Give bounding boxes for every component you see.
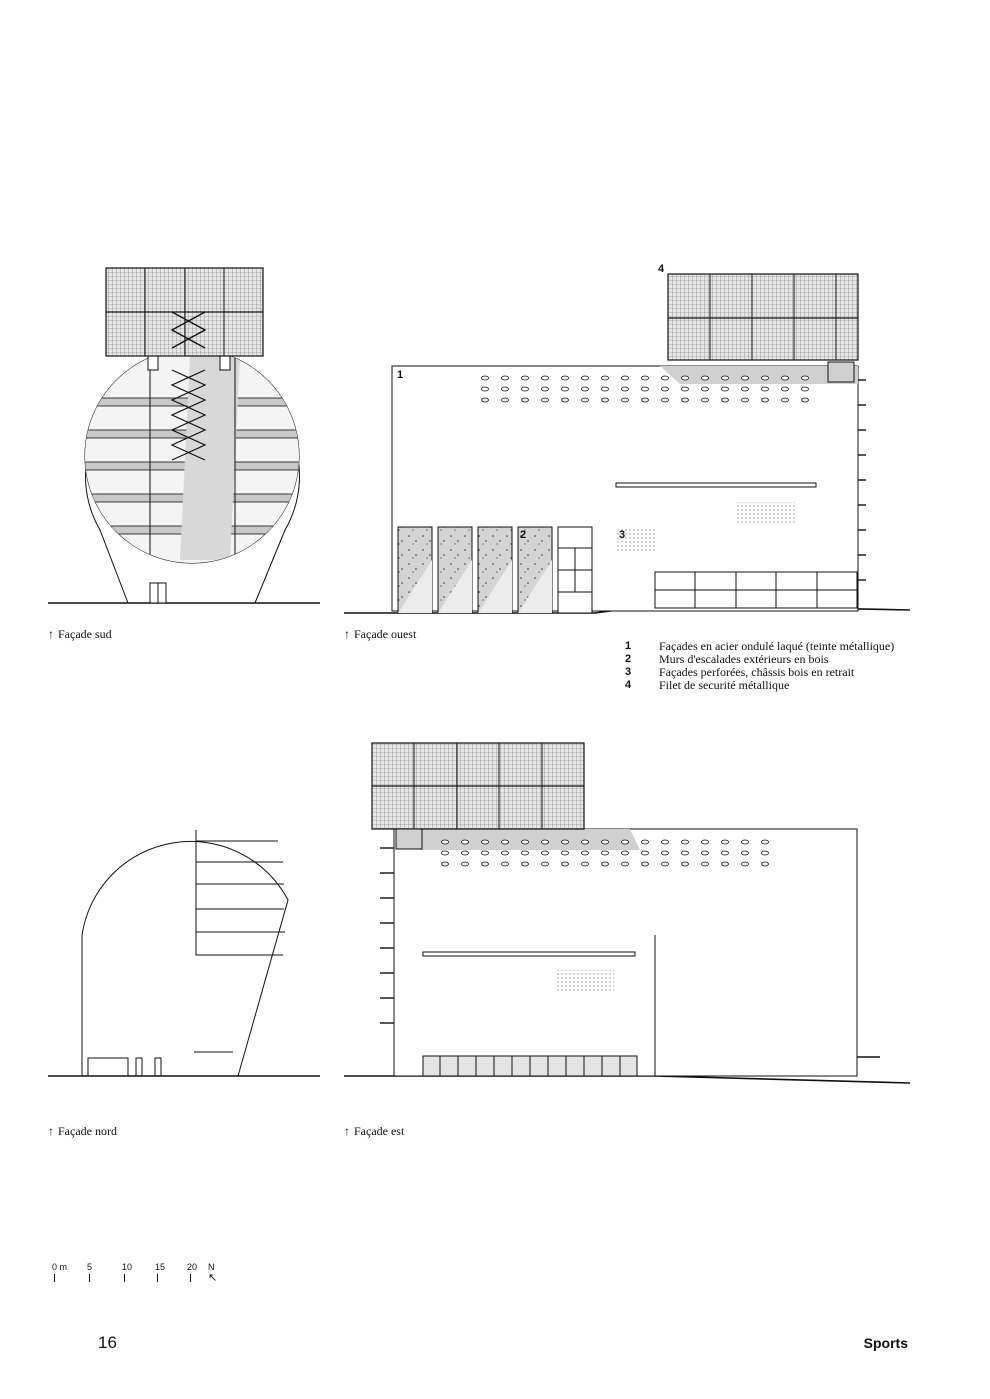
scale-tick (89, 1274, 90, 1282)
porthole (642, 851, 649, 855)
scale-tick (157, 1274, 158, 1282)
porthole (802, 376, 809, 380)
porthole (562, 851, 569, 855)
section-name: Sports (863, 1335, 908, 1351)
porthole (722, 862, 729, 866)
porthole (542, 387, 549, 391)
porthole (762, 376, 769, 380)
porthole (642, 840, 649, 844)
porthole (542, 851, 549, 855)
porthole (622, 398, 629, 402)
porthole (582, 851, 589, 855)
porthole (742, 862, 749, 866)
porthole (522, 387, 529, 391)
porthole (582, 387, 589, 391)
arrow-up-icon: ↑ (48, 1124, 54, 1138)
porthole (562, 398, 569, 402)
porthole (562, 862, 569, 866)
porthole (602, 862, 609, 866)
porthole (702, 851, 709, 855)
facade-sud-drawing (48, 268, 320, 603)
facade-ouest-drawing (344, 274, 910, 613)
caption-facade-sud: ↑ Façade sud (48, 627, 112, 641)
scale-tick (124, 1274, 125, 1282)
porthole (602, 840, 609, 844)
porthole (502, 851, 509, 855)
porthole (462, 862, 469, 866)
porthole (542, 398, 549, 402)
scale-label: 15 (155, 1262, 166, 1272)
porthole (702, 862, 709, 866)
porthole (442, 851, 449, 855)
porthole (542, 840, 549, 844)
porthole (762, 398, 769, 402)
facade-est-drawing (344, 743, 910, 1083)
caption-facade-est: ↑ Façade est (344, 1124, 405, 1138)
porthole (442, 840, 449, 844)
porthole (642, 387, 649, 391)
porthole (702, 840, 709, 844)
porthole (662, 851, 669, 855)
porthole (682, 398, 689, 402)
porthole (722, 840, 729, 844)
callout-1: 1 (397, 369, 404, 381)
arrow-up-icon: ↑ (48, 627, 54, 641)
callout-2: 2 (520, 529, 527, 541)
scale-tick (54, 1274, 55, 1282)
arrow-up-icon: ↑ (344, 1124, 350, 1138)
porthole (502, 398, 509, 402)
scale-label: 5 (87, 1262, 93, 1272)
porthole (762, 840, 769, 844)
porthole (762, 387, 769, 391)
porthole (602, 398, 609, 402)
legend-item: 3 Façades perforées, châssis bois en retrait (625, 665, 855, 679)
porthole (642, 398, 649, 402)
porthole (622, 376, 629, 380)
porthole (462, 851, 469, 855)
porthole (482, 387, 489, 391)
north-arrow-icon: ↖ (208, 1272, 218, 1284)
scale-bar (52, 1262, 232, 1286)
scale-label: 20 (187, 1262, 198, 1272)
porthole (722, 387, 729, 391)
porthole (502, 376, 509, 380)
porthole (582, 376, 589, 380)
porthole (762, 862, 769, 866)
porthole (522, 398, 529, 402)
porthole (642, 376, 649, 380)
porthole (502, 862, 509, 866)
porthole (642, 862, 649, 866)
porthole (682, 862, 689, 866)
porthole (782, 376, 789, 380)
porthole (802, 387, 809, 391)
scale-label: 10 (122, 1262, 133, 1272)
porthole (662, 387, 669, 391)
porthole (482, 398, 489, 402)
caption-facade-nord: ↑ Façade nord (48, 1124, 117, 1138)
porthole (482, 840, 489, 844)
porthole (562, 387, 569, 391)
legend-item: 4 Filet de securité métallique (625, 678, 790, 692)
porthole (662, 398, 669, 402)
scale-tick (190, 1274, 191, 1282)
facade-nord-drawing (48, 830, 320, 1076)
porthole (722, 376, 729, 380)
porthole (722, 851, 729, 855)
porthole (622, 862, 629, 866)
porthole (722, 398, 729, 402)
porthole (582, 862, 589, 866)
porthole (502, 840, 509, 844)
porthole (742, 376, 749, 380)
porthole (442, 862, 449, 866)
porthole (682, 840, 689, 844)
porthole (762, 851, 769, 855)
porthole (462, 840, 469, 844)
porthole (522, 851, 529, 855)
porthole (702, 387, 709, 391)
porthole (662, 840, 669, 844)
legend-item: 1 Façades en acier ondulé laqué (teinte métallique) (625, 639, 895, 653)
porthole (622, 387, 629, 391)
porthole (742, 387, 749, 391)
porthole (482, 851, 489, 855)
porthole (782, 387, 789, 391)
porthole (602, 376, 609, 380)
porthole (522, 376, 529, 380)
porthole (682, 387, 689, 391)
porthole (602, 851, 609, 855)
porthole (522, 862, 529, 866)
page-number: 16 (98, 1333, 117, 1352)
porthole (562, 376, 569, 380)
porthole (522, 840, 529, 844)
caption-facade-ouest: ↑ Façade ouest (344, 627, 417, 641)
porthole (682, 851, 689, 855)
porthole (742, 851, 749, 855)
porthole (622, 851, 629, 855)
porthole (782, 398, 789, 402)
porthole (582, 840, 589, 844)
porthole (622, 840, 629, 844)
porthole (742, 398, 749, 402)
porthole (502, 387, 509, 391)
porthole (602, 387, 609, 391)
porthole (662, 862, 669, 866)
porthole (662, 376, 669, 380)
porthole (562, 840, 569, 844)
arrow-up-icon: ↑ (344, 627, 350, 641)
callout-4: 4 (658, 263, 665, 275)
legend (625, 640, 894, 692)
legend-item: 2 Murs d'escalades extérieurs en bois (625, 652, 829, 666)
north-label: N (208, 1262, 215, 1272)
scale-label: 0 m (52, 1262, 68, 1272)
porthole (802, 398, 809, 402)
porthole (482, 376, 489, 380)
porthole (682, 376, 689, 380)
porthole (482, 862, 489, 866)
porthole (542, 862, 549, 866)
porthole (742, 840, 749, 844)
porthole (582, 398, 589, 402)
porthole (702, 398, 709, 402)
porthole (702, 376, 709, 380)
porthole (542, 376, 549, 380)
callout-3: 3 (619, 529, 626, 541)
